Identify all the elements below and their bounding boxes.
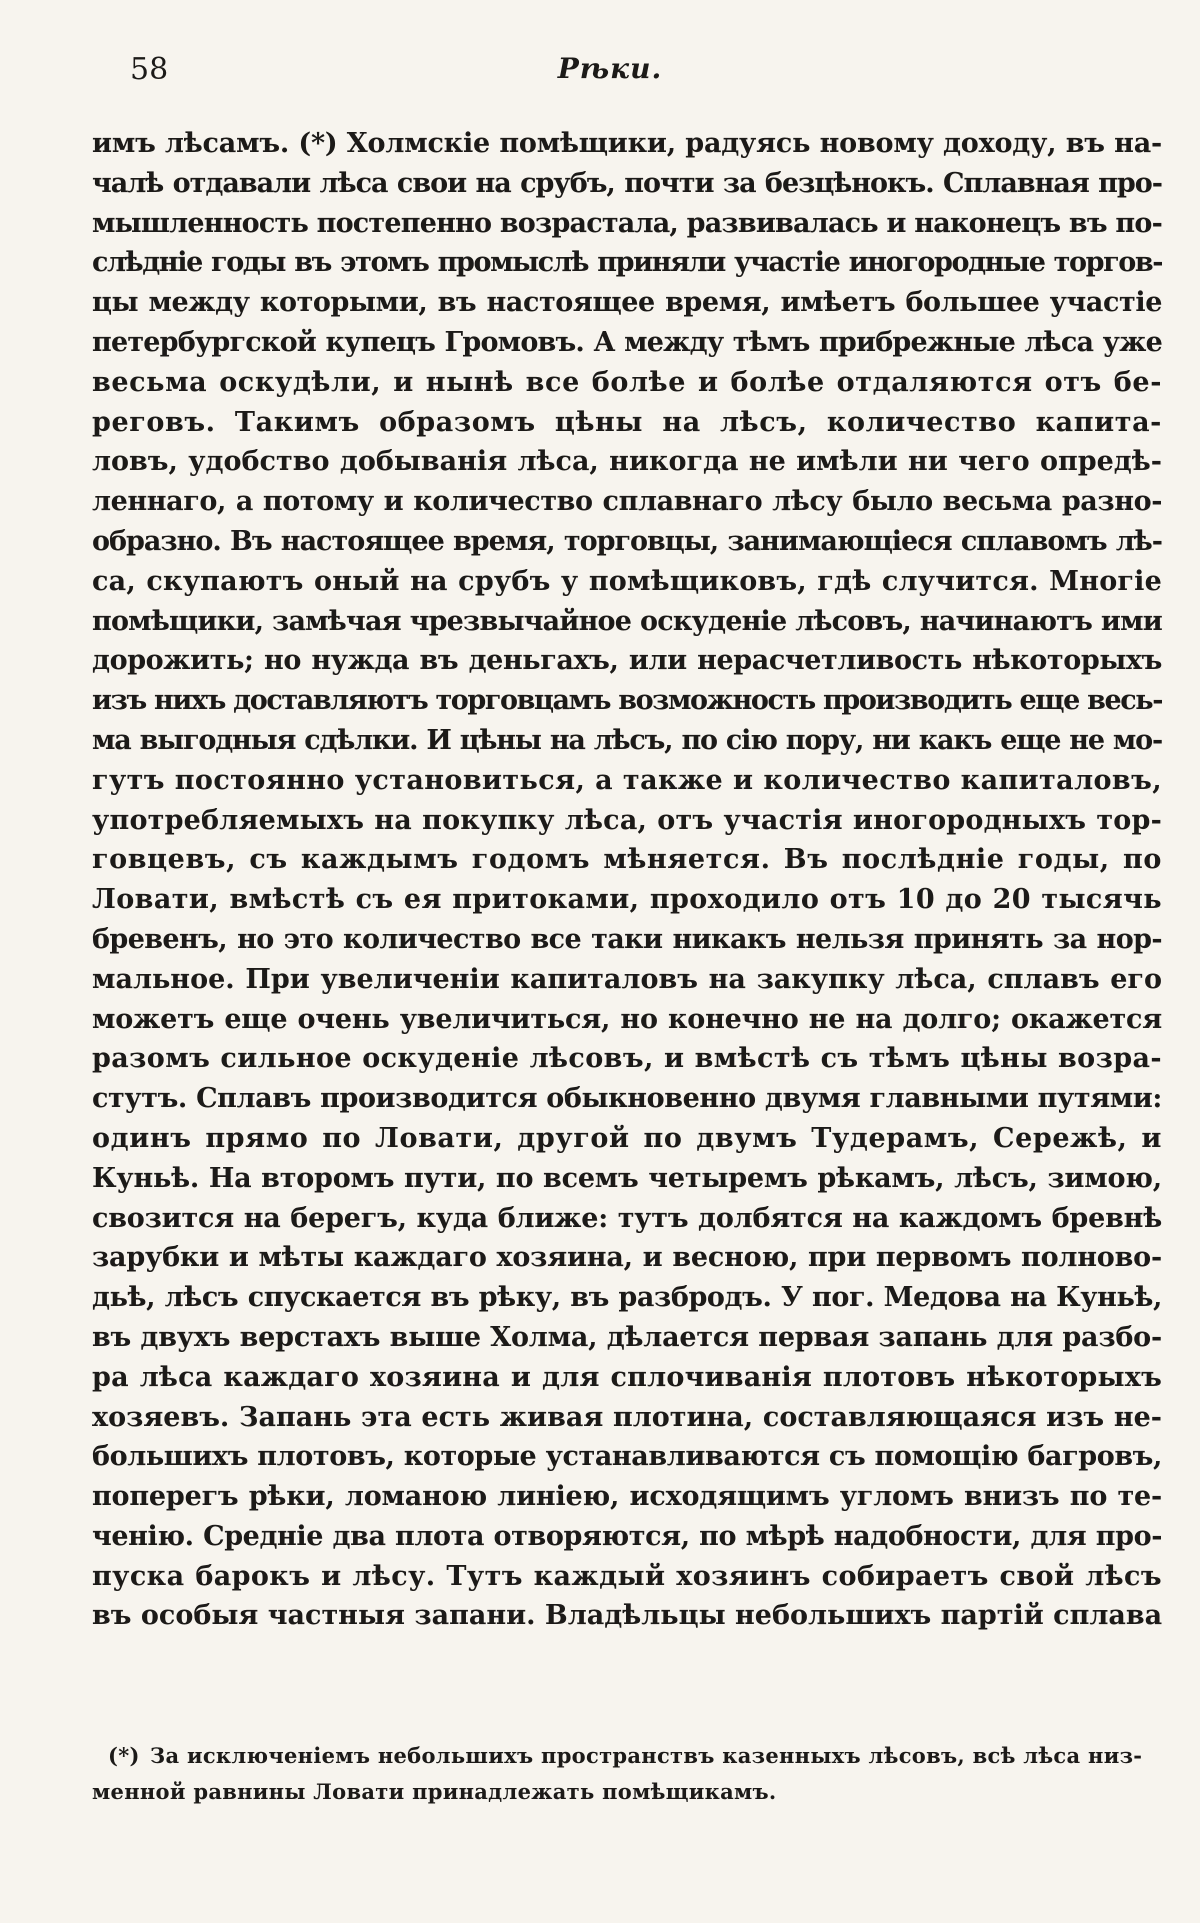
text-line: слѣдніе годы въ этомъ промыслѣ приняли участіе иногородные торгов- <box>92 247 1162 279</box>
footnote-line-1 <box>92 1738 1178 1774</box>
text-line: весьма оскудѣли, и нынѣ все болѣе и болѣе отдаляются отъ бе- <box>92 366 1162 398</box>
text-line: помѣщики, замѣчая чрезвычайное оскуденіе лѣсовъ, начинаютъ ими <box>92 605 1162 637</box>
text-line: цы между которыми, въ настоящее время, имѣетъ большее участіе <box>92 287 1162 319</box>
text-line: образно. Въ настоящее время, торговцы, занимающіеся сплавомъ лѣ- <box>92 525 1162 557</box>
text-line: Ловати, вмѣстѣ съ ея притоками, проходило отъ 10 до 20 тысячь <box>92 884 1162 916</box>
text-line: имъ лѣсамъ. (*) Холмскіе помѣщики, радуясь новому доходу, въ на- <box>92 128 1162 159</box>
text-line: чалѣ отдавали лѣса свои на срубъ, почти за безцѣнокъ. Сплавная про- <box>92 167 1162 199</box>
footnote-mark: (*) <box>108 1743 140 1768</box>
text-line: въ двухъ верстахъ выше Холма, дѣлается первая запань для разбо- <box>92 1321 1162 1353</box>
text-line: ченію. Средніе два плота отворяются, по мѣрѣ надобности, для про- <box>92 1520 1162 1552</box>
text-line: мышленность постепенно возрастала, развивалась и наконецъ въ по- <box>92 207 1162 239</box>
text-line: ма выгодныя сдѣлки. И цѣны на лѣсъ, по сію пору, ни какъ еще не мо- <box>92 724 1162 756</box>
text-line: петербургской купецъ Громовъ. А между тѣмъ прибрежные лѣса уже <box>92 326 1162 358</box>
text-line: гутъ постоянно установиться, а также и количество капиталовъ, <box>92 764 1162 796</box>
text-line: можетъ еще очень увеличиться, но конечно не на долго; окажется <box>92 1003 1162 1035</box>
page-header <box>130 52 1090 92</box>
text-line: хозяевъ. Запань эта есть живая плотина, составляющаяся изъ не- <box>92 1401 1162 1433</box>
text-line: мальное. При увеличеніи капиталовъ на закупку лѣса, сплавъ его <box>92 963 1162 995</box>
text-line: реговъ. Такимъ образомъ цѣны на лѣсъ, количество капита- <box>92 406 1162 438</box>
text-line: дьѣ, лѣсъ спускается въ рѣку, въ разбродъ. У пог. Медова на Куньѣ, <box>92 1282 1162 1314</box>
text-line: леннаго, а потому и количество сплавнаго лѣсу было весьма разно- <box>92 486 1162 518</box>
text-line: свозится на берегъ, куда ближе: тутъ долбятся на каждомъ бревнѣ <box>92 1202 1162 1234</box>
running-head: Рѣки. <box>557 52 663 85</box>
footnote-text-1: За исключеніемъ небольшихъ пространствъ казенныхъ лѣсовъ, всѣ лѣса низ- <box>150 1743 1143 1768</box>
text-line: одинъ прямо по Ловати, другой по двумъ Тудерамъ, Сережѣ, и <box>92 1122 1162 1154</box>
text-line: поперегъ рѣки, ломаною линіею, исходящимъ угломъ внизъ по те- <box>92 1481 1162 1513</box>
text-line: пуска барокъ и лѣсу. Тутъ каждый хозяинъ собираетъ свой лѣсъ <box>92 1560 1162 1592</box>
text-line: дорожить; но нужда въ деньгахъ, или нерасчетливость нѣкоторыхъ <box>92 645 1162 677</box>
text-line: разомъ сильное оскуденіе лѣсовъ, и вмѣстѣ съ тѣмъ цѣны возра- <box>92 1043 1162 1075</box>
text-line: говцевъ, съ каждымъ годомъ мѣняется. Въ послѣдніе годы, по <box>92 844 1162 876</box>
text-line: изъ нихъ доставляютъ торговцамъ возможность производить еще весь- <box>92 685 1162 717</box>
footnote <box>92 1738 1162 1810</box>
footnote-line-2: менной равнины Ловати принадлежать помѣщикамъ. <box>92 1779 777 1804</box>
text-line: ловъ, удобство добыванія лѣса, никогда не имѣли ни чего опредѣ- <box>92 446 1162 478</box>
text-line: са, скупаютъ оный на срубъ у помѣщиковъ, гдѣ случится. Многіе <box>92 565 1162 597</box>
text-line: ра лѣса каждаго хозяина и для сплочиванія плотовъ нѣкоторыхъ <box>92 1361 1162 1393</box>
text-line: бревенъ, но это количество все таки никакъ нельзя принять за нор- <box>92 923 1162 955</box>
text-line: стутъ. Сплавъ производится обыкновенно двумя главными путями: <box>92 1083 1162 1115</box>
text-line: Куньѣ. На второмъ пути, по всемъ четыремъ рѣкамъ, лѣсъ, зимою, <box>92 1162 1162 1194</box>
body-text <box>92 124 1162 1636</box>
text-line: большихъ плотовъ, которые устанавливаются съ помощію багровъ, <box>92 1441 1162 1473</box>
page-number: 58 <box>130 52 169 87</box>
text-line: въ особыя частныя запани. Владѣльцы небольшихъ партій сплава <box>92 1600 1163 1632</box>
text-line: употребляемыхъ на покупку лѣса, отъ участія иногородныхъ тор- <box>92 804 1162 836</box>
text-line: зарубки и мѣты каждаго хозяина, и весною, при первомъ полново- <box>92 1242 1162 1274</box>
